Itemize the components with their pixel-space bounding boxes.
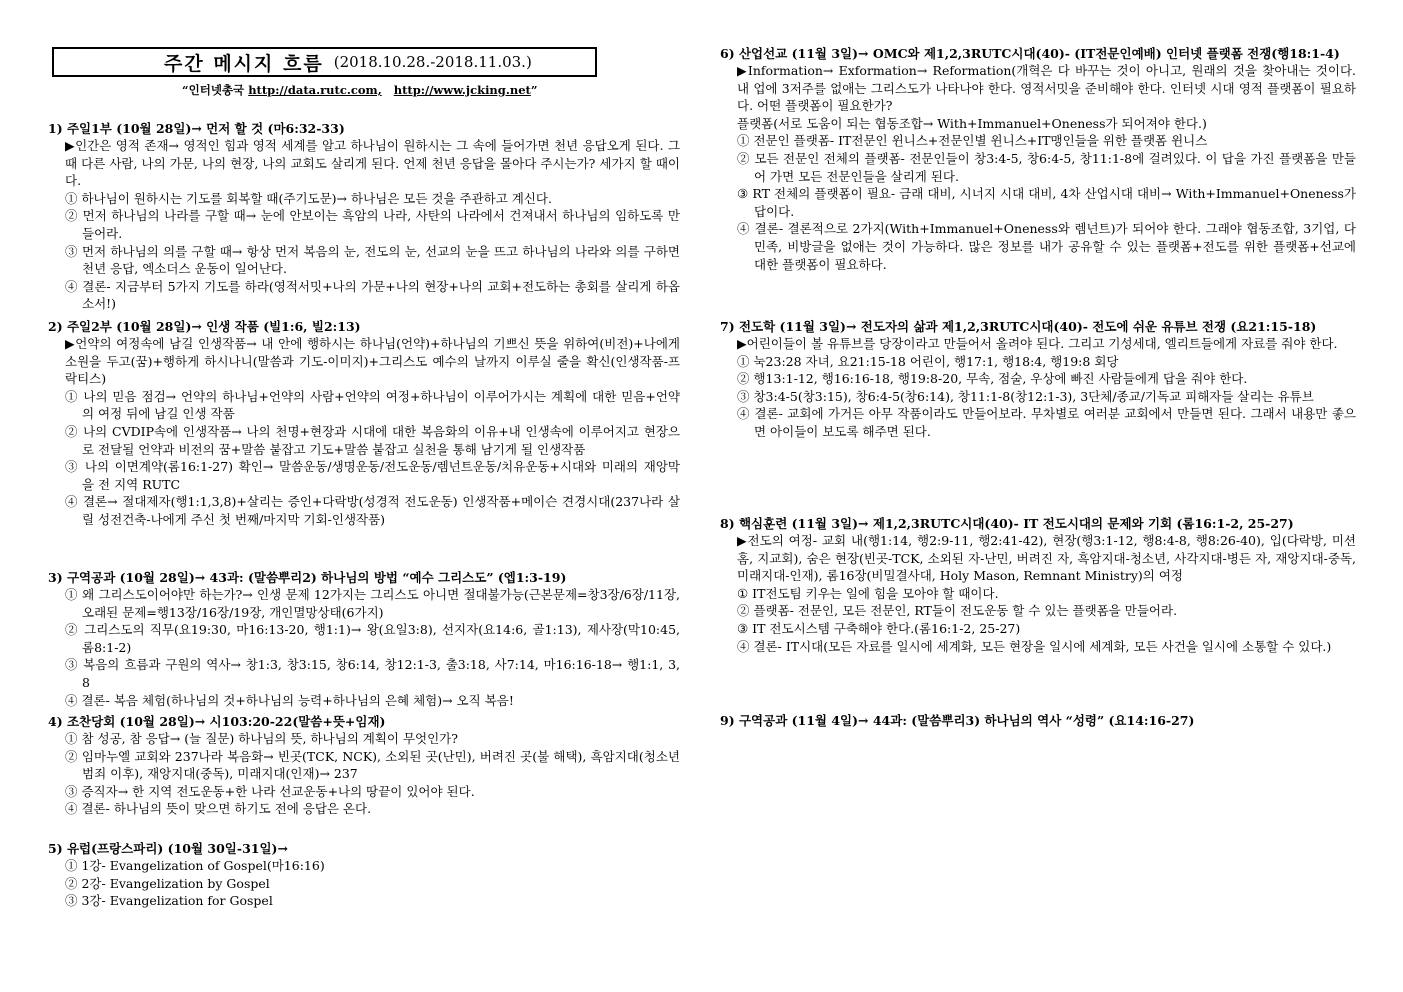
list-item: ① 하나님이 원하시는 기도를 회복할 때(주기도문)→ 하나님은 모든 것을 주관하고 계신다. [65, 190, 552, 206]
list-item: ④ 결론→ 절대제자(행1:1,3,8)+살리는 증인+다락방(성경적 전도운동) 인생작품+메이슨 견경시대(237나라 살릴 성전건축-나에게 주신 첫 번째/마지막 기회-인생작품) [65, 494, 680, 527]
page-title: 주간 메시지 흐름 [164, 52, 324, 75]
section-intro: ▶Information→ Exformation→ Reformation(개혁은 다 바꾸는 것이 아니고, 원래의 것을 찾아내는 것이다. 내 업에 3저주를 없애는 그리스도가 나타나야 한다. 영적서밋을 준비해야 한다. 인터넷 시대 영적 플랫폼이 필요하다. 어떤 플랫폼이 필요한가? [737, 63, 1356, 114]
list-item: ② 행13:1-12, 행16:16-18, 행19:8-20, 무속, 점술, 우상에 빠진 사람들에게 답을 줘야 한다. [737, 371, 1248, 387]
section-6 [720, 45, 1356, 273]
list-item: ③ RT 전체의 플랫폼이 필요- 금래 대비, 시너지 시대 대비, 4차 산업시대 대비→ With+Immanuel+Oneness가 답이다. [737, 186, 1356, 219]
section-heading: 6) 산업선교 (11월 3일)→ OMC와 제1,2,3RUTC시대(40)- (IT전문인예배) 인터넷 플랫폼 전쟁(행18:1-4) [720, 46, 1340, 61]
list-item: ② 2강- Evangelization by Gospel [65, 875, 270, 891]
list-item: ① 전문인 플랫폼- IT전문인 윈니스+전문인별 윈니스+IT맹인들을 위한 플랫폼 윈니스 [737, 133, 1208, 149]
list-item: ④ 결론- 하나님의 뜻이 맞으면 하기도 전에 응답은 온다. [65, 801, 372, 817]
section-intro: ▶인간은 영적 존재→ 영적인 힘과 영적 세계를 알고 하나님이 원하시는 그 속에 들어가면 천년 응답오게 된다. 그때 다른 사람, 나의 가문, 나의 현장, 나의 교회도 살리게 된다. 언제 천년 응답을 몰아다 주시는가? 세가지 할 때이다. [65, 138, 680, 189]
section-7 [720, 318, 1356, 441]
page-date: (2018.10.28.-2018.11.03.) [333, 53, 532, 71]
list-item: ② 먼저 하나님의 나라를 구할 때→ 눈에 안보이는 흑암의 나라, 사탄의 나라에서 건져내서 하나님의 임하도록 만들어라. [65, 208, 680, 241]
section-intro: ▶전도의 여정- 교회 내(행1:14, 행2:9-11, 행2:41-42), 현장(행3:1-12, 행8:4-8, 행8:26-40), 입(다락방, 미션홈, 지교회), 숨은 현장(빈곳-TCK, 소외된 자-난민, 버려진 자, 흑암지대-청소년, 사각지대-병든 자, 재앙지대-중독, 미래지대-인재), 롬16장(비밀결사대, Holy Mason, Remnant Ministry)의 여정 [737, 533, 1356, 584]
list-item: ④ 결론- 교회에 가거든 아무 작품이라도 만들어보라. 무차별로 여러분 교회에서 만들면 된다. 그래서 내용만 좋으면 아이들이 보도록 해주면 된다. [737, 406, 1356, 439]
section-intro: ▶언약의 여정속에 남길 인생작품→ 내 안에 행하시는 하나님(언약)+하나님의 기쁘신 뜻을 위하여(비전)+나에게 소원을 두고(꿈)+행하게 하시나니(말씀과 기도-이미지)+그리스도 예수의 날까지 이루실 줄을 확신(인생작품-프락티스) [65, 336, 680, 387]
section-heading: 4) 조찬당회 (10월 28일)→ 시103:20-22(말씀+뜻+임재) [48, 714, 386, 729]
list-item: ④ 결론- 복음 체험(하나님의 것+하나님의 능력+하나님의 은혜 체험)→ 오직 복음! [65, 692, 514, 708]
section-heading: 7) 전도학 (11월 3일)→ 전도자의 삶과 제1,2,3RUTC시대(40)- 전도에 쉬운 유튜브 전쟁 (요21:15-18) [720, 319, 1317, 334]
section-4 [48, 713, 680, 818]
links-prefix: “인터넷총국 [182, 83, 245, 97]
list-item: ② 모든 전문인 전체의 플랫폼- 전문인들이 창3:4-5, 창6:4-5, 창11:1-8에 걸려있다. 이 답을 가진 플랫폼을 만들어 가면 모든 전문인들을 살리게 된다. [737, 150, 1356, 184]
section-5 [48, 840, 680, 910]
list-item: ① 참 성공, 참 응답→ (늘 질문) 하나님의 뜻, 하나님의 계획이 무엇인가? [65, 731, 458, 746]
list-item: ② 임마누엘 교회와 237나라 복음화→ 빈곳(TCK, NCK), 소외된 곳(난민), 버려진 곳(불 해택), 흑암지대(청소년 범죄 이후), 재앙지대(중독), 미래지대(인재)→ 237 [65, 748, 680, 782]
section-intro: 플랫폼(서로 도움이 되는 협동조합→ With+Immanuel+Oneness가 되어져야 한다.) [737, 115, 1207, 131]
list-item: ① 왜 그리스도이어야만 하는가?→ 인생 문제 12가지는 그리스도 아니면 절대불가능(근본문제=창3장/6장/11장, 오래된 문제=행13장/16장/19장, 개인멸망상태(6가지) [65, 587, 680, 620]
section-8 [720, 515, 1356, 655]
list-item: ③ 먼저 하나님의 의를 구할 때→ 항상 먼저 복음의 눈, 전도의 눈, 선교의 눈을 뜨고 하나님의 나라와 의를 구하면 천년 응답, 엑소더스 운동이 일어난다. [65, 243, 680, 277]
links-suffix: ” [530, 83, 538, 97]
section-heading: 1) 주일1부 (10월 28일)→ 먼저 할 것 (마6:32-33) [48, 121, 345, 136]
section-heading: 2) 주일2부 (10월 28일)→ 인생 작품 (빌1:6, 빌2:13) [48, 319, 361, 334]
title-box [52, 47, 597, 77]
links-line [182, 82, 537, 98]
section-intro: ▶어린이들이 볼 유튜브를 당장이라고 만들어서 올려야 된다. 그리고 기성세대, 엘리트들에게 자료를 줘야 한다. [737, 336, 1338, 351]
list-item: ② 그리스도의 직무(요19:30, 마16:13-20, 행1:1)→ 왕(요일3:8), 선지자(요14:6, 골1:13), 제사장(막10:45, 롬8:1-2) [65, 622, 680, 655]
list-item: ③ 3강- Evangelization for Gospel [65, 893, 273, 909]
list-item: ④ 결론- 결론적으로 2가지(With+Immanuel+Oneness와 렘넌트)가 되어야 한다. 그래야 협동조합, 3기업, 다민족, 비방글을 없애는 것이 가능하다. 많은 정보를 내가 공유할 수 있는 플랫폼+전도를 위한 플랫폼+선교에 대한 플랫폼이 필요하다. [737, 221, 1356, 272]
list-item: ③ 증직자→ 한 지역 전도운동+한 나라 선교운동+나의 땅끝이 있어야 된다. [65, 783, 475, 799]
section-9 [720, 712, 1356, 729]
link-data-rutc[interactable]: http://data.rutc.com, [248, 83, 382, 97]
list-item: ① IT전도팀 키우는 일에 힘을 모아야 할 때이다. [737, 585, 999, 601]
list-item: ① 나의 믿음 점검→ 언약의 하나님+언약의 사람+언약의 여정+하나님이 이루어가시는 계획에 대한 믿음+언약의 여정 뒤에 남길 인생 작품 [65, 388, 680, 422]
link-jcking[interactable]: http://www.jcking.net [393, 83, 531, 97]
section-heading: 8) 핵심훈련 (11월 3일)→ 제1,2,3RUTC시대(40)- IT 전도시대의 문제와 기회 (롬16:1-2, 25-27) [720, 516, 1294, 531]
list-item: ② 나의 CVDIP속에 인생작품→ 나의 천명+현장과 시대에 대한 복음화의 이유+내 인생속에 이루어지고 현장으로 전달될 언약과 비전의 꿈+말씀 붙잡고 기도+말씀 붙잡고 실천을 통해 남기게 될 인생작품 [65, 423, 680, 457]
section-2 [48, 318, 680, 529]
list-item: ② 플랫폼- 전문인, 모든 전문인, RT들이 전도운동 할 수 있는 플랫폼을 만들어라. [737, 603, 1178, 619]
list-item: ④ 결론- IT시대(모든 자료를 일시에 세계화, 모든 현장을 일시에 세계화, 모든 사건을 일시에 소통할 수 있다.) [737, 638, 1332, 654]
list-item: ③ 창3:4-5(창3:15), 창6:4-5(창6:14), 창11:1-8(창12:1-3), 3단체/종교/기독교 피해자들 살리는 유튜브 [737, 388, 1314, 404]
list-item: ③ 나의 이면계약(롬16:1-27) 확인→ 말씀운동/생명운동/전도운동/렘넌트운동/치유운동+시대와 미래의 재앙막을 전 지역 RUTC [65, 459, 680, 492]
section-heading: 5) 유럽(프랑스파리) (10월 30일-31일)→ [48, 841, 288, 856]
section-1 [48, 120, 680, 313]
list-item: ① 눅23:28 자녀, 요21:15-18 어린이, 행17:1, 행18:4, 행19:8 회당 [737, 353, 1119, 369]
section-3 [48, 569, 680, 709]
section-heading: 9) 구역공과 (11월 4일)→ 44과: (말씀뿌리3) 하나님의 역사 “성령” (요14:16-27) [720, 713, 1195, 728]
section-heading: 3) 구역공과 (10월 28일)→ 43과: (말씀뿌리2) 하나님의 방법 “예수 그리스도” (엡1:3-19) [48, 570, 567, 585]
list-item: ④ 결론- 지금부터 5가지 기도를 하라(영적서밋+나의 가문+나의 현장+나의 교회+전도하는 총회를 살리게 하옵소서!) [65, 278, 680, 312]
list-item: ③ IT 전도시스템 구축해야 한다.(롬16:1-2, 25-27) [737, 620, 1021, 636]
list-item: ③ 복음의 흐름과 구원의 역사→ 창1:3, 창3:15, 창6:14, 창12:1-3, 출3:18, 사7:14, 마16:16-18→ 행1:1, 3, 8 [65, 657, 680, 690]
list-item: ① 1강- Evangelization of Gospel(마16:16) [65, 858, 325, 873]
